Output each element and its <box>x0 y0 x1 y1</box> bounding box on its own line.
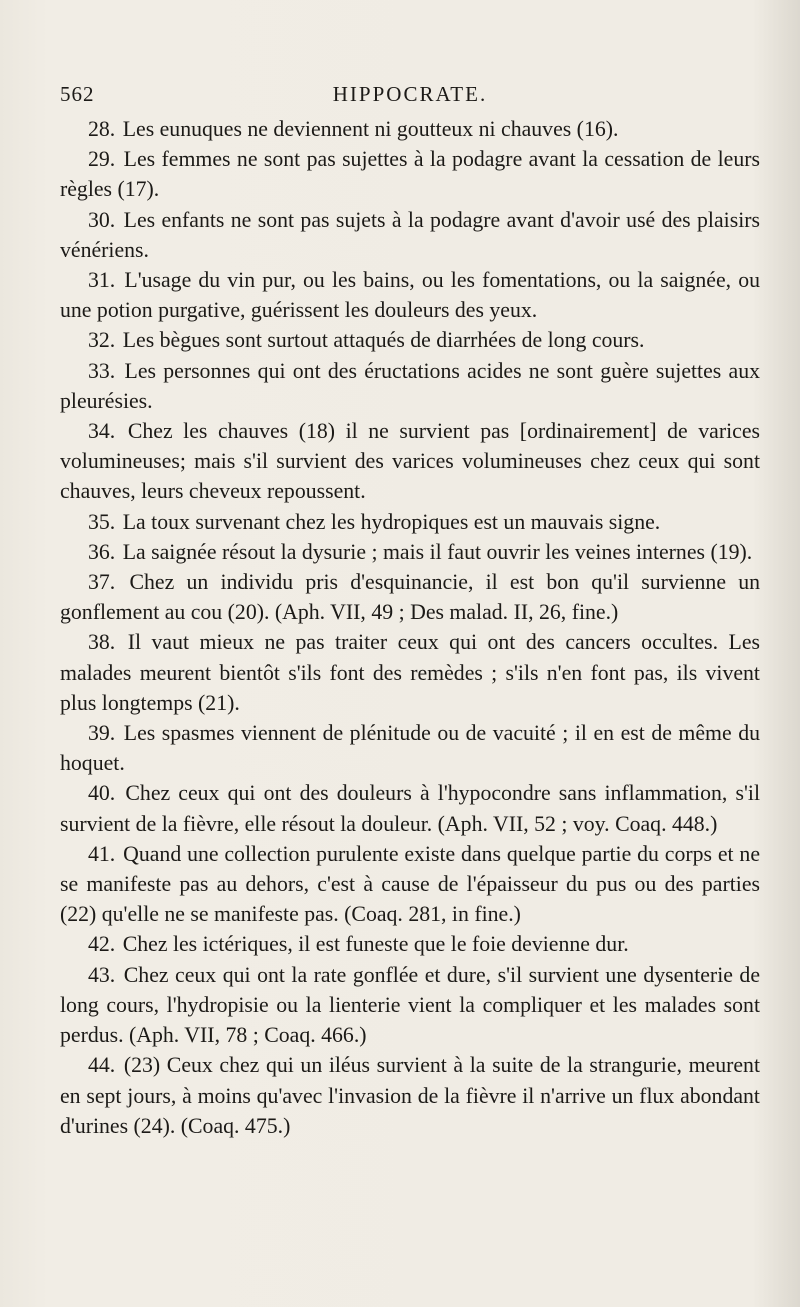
aphorism: 38. Il vaut mieux ne pas traiter ceux qui ont des cancers occultes. Les malades meurent bientôt s'ils font des remèdes ; s'ils n'en font pas, ils vivent plus longtemps (21). <box>60 630 760 715</box>
aphorism: 29. Les femmes ne sont pas sujettes à la podagre avant la cessation de leurs règles (17). <box>60 147 760 202</box>
aphorism: 31. L'usage du vin pur, ou les bains, ou les fomentations, ou la saignée, ou une potion purgative, guérissent les douleurs des yeux. <box>60 268 760 323</box>
aphorism: 39. Les spasmes viennent de plénitude ou de vacuité ; il en est de même du hoquet. <box>60 721 761 776</box>
page-number: 562 <box>60 82 95 106</box>
aphorism: 37. Chez un individu pris d'esquinancie, il est bon qu'il survienne un gonflement au cou (20). (Aph. VII, 49 ; Des malad. II, 26, fine.) <box>60 570 761 625</box>
aphorism: 36. La saignée résout la dysurie ; mais il faut ouvrir les veines internes (19). <box>88 539 753 564</box>
running-title: HIPPOCRATE. <box>332 82 488 106</box>
aphorism: 32. Les bègues sont surtout attaqués de diarrhées de long cours. <box>88 328 645 353</box>
aphorism: 30. Les enfants ne sont pas sujets à la podagre avant d'avoir usé des plaisirs vénériens. <box>60 207 760 262</box>
aphorism: 33. Les personnes qui ont des éructations acides ne sont guère sujettes aux pleurésies. <box>60 358 761 413</box>
aphorism: 41. Quand une collection purulente existe dans quelque partie du corps et ne se manifeste pas au dehors, c'est à cause de l'épaisseur du pus ou des parties (22) qu'elle ne se manifeste pas. (Coaq. 281, in fine.) <box>60 841 760 927</box>
aphorism: 40. Chez ceux qui ont des douleurs à l'hypocondre sans inflammation, s'il survient de la fièvre, elle résout la douleur. (Aph. VII, 52 ; voy. Coaq. 448.) <box>60 781 760 836</box>
aphorism: 35. La toux survenant chez les hydropiques est un mauvais signe. <box>88 509 661 534</box>
aphorism: 44. (23) Ceux chez qui un iléus survient à la suite de la strangurie, meurent en sept jours, à moins qu'avec l'invasion de la fièvre il n'arrive un flux abondant d'urines (24). (Coaq. 475.) <box>60 1053 760 1138</box>
aphorism: 43. Chez ceux qui ont la rate gonflée et dure, s'il survient une dysenterie de long cours, l'hydropisie ou la lienterie vient la compliquer et les malades sont perdus. (Aph. VII, 78 ; Coaq. 466.) <box>60 962 761 1048</box>
aphorism: 28. Les eunuques ne deviennent ni goutteux ni chauves (16). <box>88 117 619 141</box>
aphorism-list <box>60 114 760 1141</box>
aphorism: 34. Chez les chauves (18) il ne survient pas [ordinairement] de varices volumineuses; mais s'il survient des varices volumineuses chez ceux qui sont chauves, leurs cheveux repoussent. <box>60 419 760 504</box>
aphorism: 42. Chez les ictériques, il est funeste que le foie devienne dur. <box>88 932 629 957</box>
